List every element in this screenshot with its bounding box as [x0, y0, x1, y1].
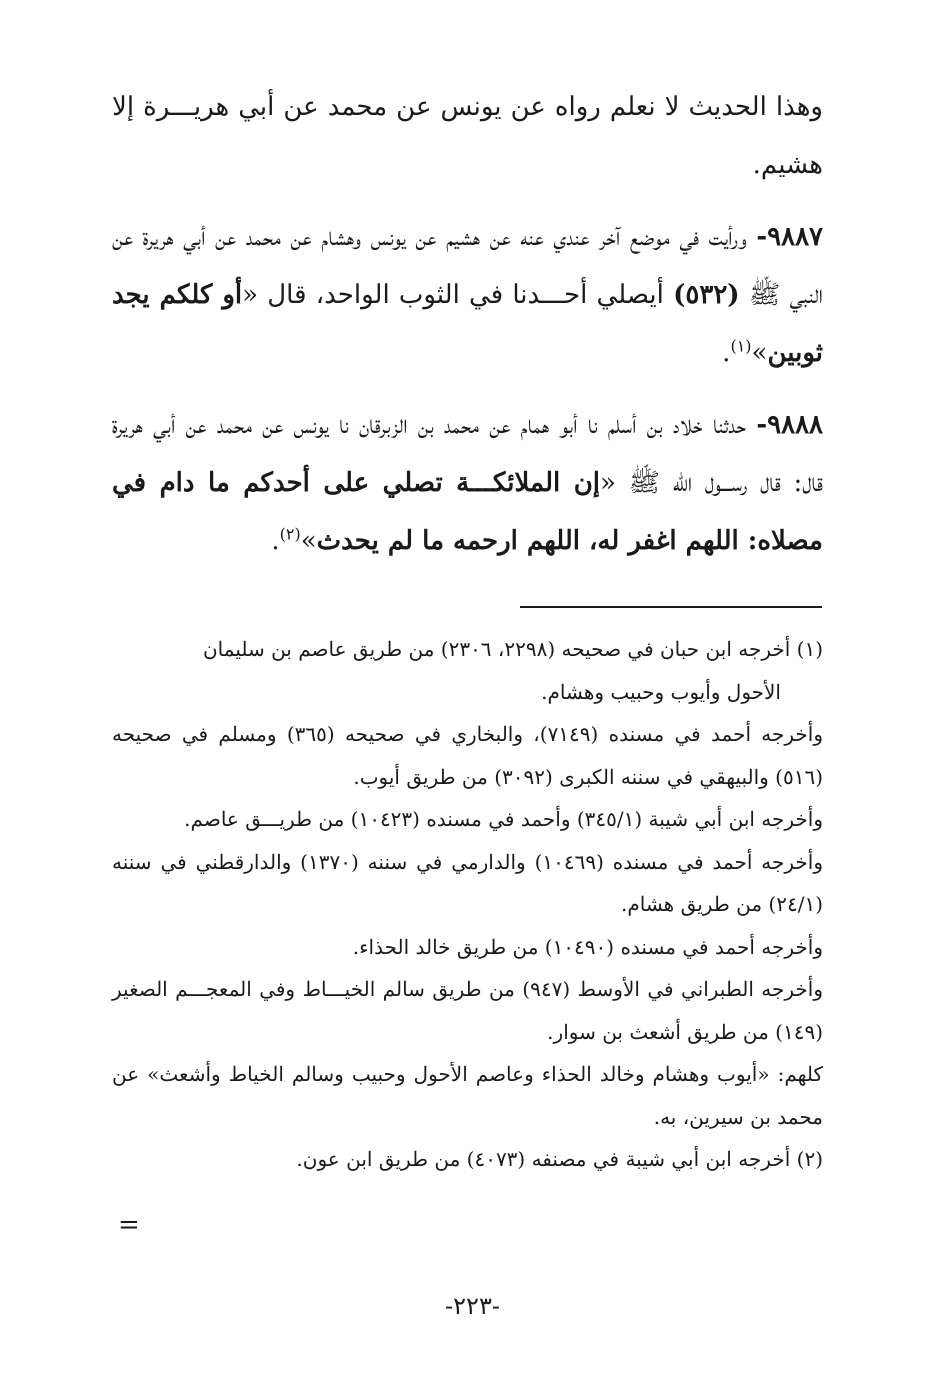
reference-number: (٥٣٢) — [673, 280, 740, 310]
footnote-divider — [520, 606, 822, 608]
footnote-1-line: وأخرجه أحمد في مسنده (١٠٤٩٠) من طريق خالد الحذاء. — [352, 934, 823, 959]
page-number: -٢٢٣- — [445, 1292, 500, 1320]
footnote-1-line: (١) أخرجه ابن حبان في صحيحه (٢٢٩٨، ٢٣٠٦) من طريق عاصم بن سليمان — [202, 637, 823, 661]
continuation-mark: = — [118, 1210, 140, 1240]
footnote-1-line: وأخرجه أحمد في مسنده (١٠٤٦٩) والدارمي في سننه (١٣٧٠) والدارقطني في سننه (٢٤/١) من طريق هشام. — [112, 849, 823, 916]
hadith-quote: إن الملائكـــة تصلي على أحدكم ما دام في مصلاه: اللهم اغفر له، اللهم ارحمه ما لم يحدث — [112, 468, 823, 556]
sentence-end: . — [271, 526, 280, 556]
close-quote: » — [751, 338, 768, 368]
hadith-9888 — [112, 396, 823, 570]
hadith-quote: أو كلكم يجد ثوبين — [112, 280, 823, 368]
intro-text: وهذا الحديث لا نعلم رواه عن يونس عن محمد عن أبي هريـــرة إلا هشيم. — [112, 92, 823, 180]
footnote-1-line: وأخرجه الطبراني في الأوسط (٩٤٧) من طريق سالم الخيـــاط وفي المعجـــم الصغير (١٤٩) من طريق أشعث بن سوار. — [112, 977, 823, 1044]
footnote-1-line: كلهم: «أيوب وهشام وخالد الحذاء وعاصم الأحول وحبيب وسالم الخياط وأشعث» عن محمد بن سيرين، به. — [112, 1062, 823, 1129]
hadith-number: ٩٨٨٨- — [756, 410, 823, 440]
footnote-ref-1: (١) — [730, 336, 752, 356]
footnote-1-line: وأخرجه ابن أبي شيبة (٣٤٥/١) وأحمد في مسنده (١٠٤٢٣) من طريـــق عاصم. — [184, 807, 823, 831]
hadith-number: ٩٨٨٧- — [756, 222, 823, 252]
footnotes — [112, 628, 823, 1181]
sentence-end: . — [722, 338, 731, 368]
footnote-1-line: الأحول وأيوب وحبيب وهشام. — [541, 679, 781, 704]
intro-paragraph — [112, 78, 823, 194]
footnote-ref-2: (٢) — [279, 524, 301, 544]
hadith-9887 — [112, 208, 823, 382]
hadith-text: ورأيت في موضع آخر عندي عنه عن هشيم عن يونس وهشام عن محمد عن أبي هريرة عن النبي ﷺ — [112, 222, 823, 310]
hadith-text: حدثنا خلاد بن أسلم نا أبو همام عن محمد بن الزبرقان نا يونس عن محمد عن أبي هريرة قال: قال رســـول الله ﷺ « — [112, 410, 823, 498]
main-text — [112, 78, 823, 584]
close-quote: » — [300, 526, 317, 556]
footnote-2: (٢) أخرجه ابن أبي شيبة في مصنفه (٤٠٧٣) من طريق ابن عون. — [296, 1147, 823, 1171]
hadith-text-cont: أيصلي أحـــدنا في الثوب الواحد، قال « — [242, 280, 664, 310]
footnote-1-line: وأخرجه أحمد في مسنده (٧١٤٩)، والبخاري في صحيحه (٣٦٥) ومسلم في صحيحه (٥١٦) والبيهقي في سننه الكبرى (٣٠٩٢) من طريق أيوب. — [112, 722, 823, 789]
